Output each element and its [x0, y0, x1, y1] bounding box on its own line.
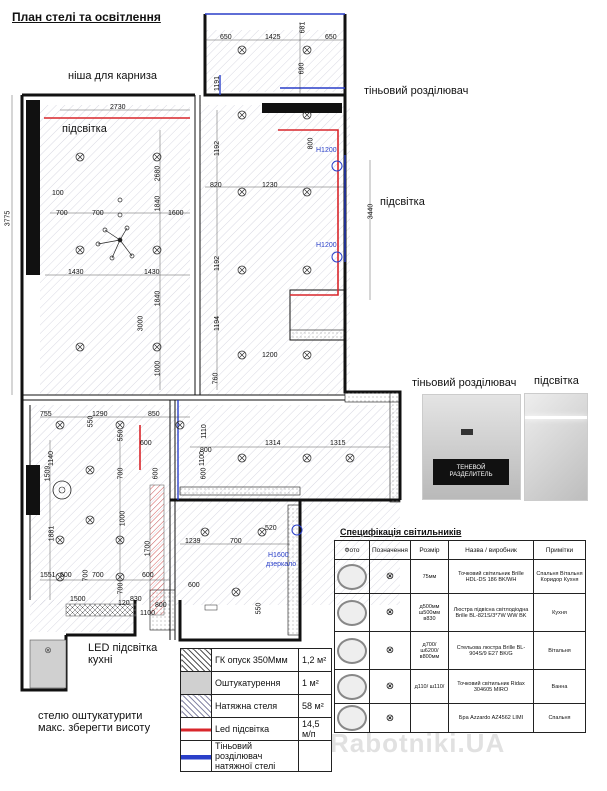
photo2-caption: підсвітка	[534, 375, 579, 387]
fixture-name: Точковий світильник Brille HDL-DS 186 BK/WH	[448, 560, 533, 594]
dimension-label: 1230	[262, 182, 278, 189]
dimension-label: 1194	[214, 315, 222, 332]
fixture-name: Точковий світильник Ridax 304605 MIRO	[448, 670, 533, 704]
wall-block	[26, 100, 40, 275]
dimension-label: 1500	[70, 596, 86, 603]
dimension-label: 1000	[154, 360, 162, 377]
dimension-label: 650	[325, 34, 337, 41]
dimension-label: 600	[140, 440, 152, 447]
spec-header: Позначення	[370, 541, 411, 560]
dimension-label: 1314	[265, 440, 281, 447]
legend-swatch	[181, 672, 212, 695]
spec-title: Специфікація світильників	[340, 527, 462, 537]
dimension-label: 550	[87, 415, 95, 428]
fixture-name: Люстра підвісна світлодіодна Brille BL-821S/3*7W WW BK	[448, 594, 533, 632]
backlight-label-right: підсвітка	[380, 196, 425, 208]
dimension-label: 1430	[144, 269, 160, 276]
led-kitchen-label: LED підсвітка кухні	[88, 642, 158, 666]
dimension-label: 120	[118, 600, 130, 607]
legend-swatch	[181, 649, 212, 672]
fixture-photo	[335, 560, 370, 594]
dimension-label: 820	[210, 182, 222, 189]
dimension-label: 1100	[140, 610, 156, 617]
dimension-label: 1840	[154, 290, 162, 307]
fixture-name: Бра Azzardo AZ4562 LIMI	[448, 704, 533, 733]
legend-qty: 1 м²	[299, 672, 332, 695]
dimension-label: 600	[188, 582, 200, 589]
legend-name: Led підсвітка	[212, 718, 299, 741]
fixture-size: 75мм	[410, 560, 448, 594]
dimension-label: 690	[298, 62, 306, 75]
legend-swatch	[181, 718, 212, 741]
legend-name: ГК опуск 350Ммм	[212, 649, 299, 672]
svg-text:⊗: ⊗	[44, 645, 52, 655]
dimension-label: 1239	[185, 538, 201, 545]
dimension-label: 1200	[262, 352, 278, 359]
legend-row	[181, 649, 332, 672]
legend-qty: 14,5 м/п	[299, 718, 332, 741]
spec-row	[335, 670, 586, 704]
fixture-note: Ванна	[533, 670, 585, 704]
wall-block	[26, 465, 40, 515]
dimension-label: 700	[230, 538, 242, 545]
dimension-label: 1100	[199, 450, 207, 467]
spec-row	[335, 560, 586, 594]
wall-block	[262, 103, 342, 113]
dimension-label: 2730	[110, 104, 126, 111]
dimension-label: 700	[82, 569, 90, 582]
fixture-note: Спальня Вітальня Коридор Кухня	[533, 560, 585, 594]
dimension-label: 1110	[200, 424, 208, 439]
dimension-label: 700	[92, 210, 104, 217]
dimension-label: 100	[52, 190, 64, 197]
dimension-label: 1430	[68, 269, 84, 276]
legend-name: Тіньовий розділювач натяжної стелі	[212, 741, 299, 772]
page-title: План стелі та освітлення	[12, 10, 161, 24]
legend-qty: 1,2 м²	[299, 649, 332, 672]
dimension-label: 650	[220, 34, 232, 41]
shadow-separator-label: тіньовий розділювач	[364, 85, 469, 97]
fixture-symbol-icon: ⊗	[370, 704, 411, 733]
legend-qty: 58 м²	[299, 695, 332, 718]
dimension-label: 1509	[44, 465, 52, 482]
fixture-size: д110/ ш110/	[410, 670, 448, 704]
legend-name: Натяжна стеля	[212, 695, 299, 718]
dimension-label: 1290	[92, 411, 108, 418]
dimension-label: 800	[307, 137, 315, 150]
dimension-label: 1600	[168, 210, 184, 217]
legend-row	[181, 672, 332, 695]
dimension-label: 681	[299, 21, 307, 34]
dimension-label: 3000	[137, 315, 145, 332]
dimension-label: 1192	[214, 255, 222, 272]
photo1-caption: тіньовий розділювач	[412, 377, 517, 389]
fixture-note: Вітальня	[533, 632, 585, 670]
dimension-label: 830	[130, 596, 142, 603]
dimension-label: 760	[212, 372, 220, 385]
dimension-label: 600	[152, 467, 160, 480]
gk-drop-area	[150, 485, 164, 615]
fixture-note: Кухня	[533, 594, 585, 632]
fixture-photo	[335, 670, 370, 704]
dimension-label: 1881	[48, 525, 56, 542]
photo-sign: ТЕНЕВОЙ РАЗДЕЛИТЕЛЬ	[433, 459, 509, 485]
dimension-label: 700	[92, 572, 104, 579]
fixture-size: д500мм ш500мм в830	[410, 594, 448, 632]
dimension-label: 550	[117, 429, 125, 442]
spec-header: Назва / виробник	[448, 541, 533, 560]
materials-legend	[180, 648, 332, 772]
dimension-label: 800	[200, 447, 212, 454]
dimension-label: 700	[56, 210, 68, 217]
height-label: H1200	[316, 147, 337, 154]
dimension-label: 600	[142, 572, 154, 579]
legend-row	[181, 741, 332, 772]
dimension-label: 3775	[4, 210, 12, 227]
dimension-label: 700	[117, 582, 125, 595]
fixture-symbol-icon: ⊗	[370, 594, 411, 632]
legend-swatch	[181, 695, 212, 718]
fixture-note: Спальня	[533, 704, 585, 733]
dimension-label: 850	[148, 411, 160, 418]
backlight-photo	[524, 393, 588, 501]
dimension-label: 755	[40, 411, 52, 418]
legend-swatch	[181, 741, 212, 772]
dimension-label: 1140	[48, 450, 56, 467]
dimension-label: 1191	[214, 75, 222, 92]
spec-row	[335, 632, 586, 670]
fixture-name: Стельова люстра Brille BL-904S/9 E27 BK/G	[448, 632, 533, 670]
height-label: H1200	[316, 242, 337, 249]
dimension-label: 3440	[367, 203, 375, 220]
dimension-label: 1192	[214, 140, 222, 157]
fixture-photo	[335, 594, 370, 632]
dimension-label: 2680	[154, 165, 162, 182]
dimension-label: 600	[200, 467, 208, 480]
dimension-label: 520	[265, 525, 277, 532]
spec-header: Примітки	[533, 541, 585, 560]
spec-header: Розмір	[410, 541, 448, 560]
fixture-photo	[335, 632, 370, 670]
legend-name: Оштукатурення	[212, 672, 299, 695]
fixture-symbol-icon: ⊗	[370, 670, 411, 704]
backlight-label-left: підсвітка	[62, 123, 107, 135]
watermark: Rabotniki.UA	[330, 728, 506, 758]
mirror-icon	[205, 605, 217, 610]
dimension-label: 1840	[154, 195, 162, 212]
dimension-label: 700	[117, 467, 125, 480]
spec-row	[335, 594, 586, 632]
fixture-symbol-icon: ⊗	[370, 560, 411, 594]
fixture-symbol-icon: ⊗	[370, 632, 411, 670]
fixture-size: д700/ ш6200/ в800мм	[410, 632, 448, 670]
dimension-label: 1000	[119, 510, 127, 527]
dimension-label: 1551	[40, 572, 56, 579]
legend-row	[181, 695, 332, 718]
dimension-label: 1315	[330, 440, 346, 447]
fixture-spec-table	[334, 540, 586, 733]
dimension-label: 600	[60, 572, 72, 579]
shadow-separator-photo	[422, 394, 521, 500]
dimension-label: 1425	[265, 34, 281, 41]
dimension-label: 550	[255, 602, 263, 615]
mirror-label: дзеркало	[266, 561, 297, 568]
spec-header: Фото	[335, 541, 370, 560]
height-label: H1600	[268, 552, 289, 559]
dimension-label: 1700	[144, 540, 152, 557]
legend-qty	[299, 741, 332, 772]
dimension-label: 800	[155, 602, 167, 609]
legend-row	[181, 718, 332, 741]
niche-label: ніша для карниза	[68, 70, 158, 82]
plaster-note: стелю оштукатурити макс. зберегти висоту	[38, 710, 151, 734]
